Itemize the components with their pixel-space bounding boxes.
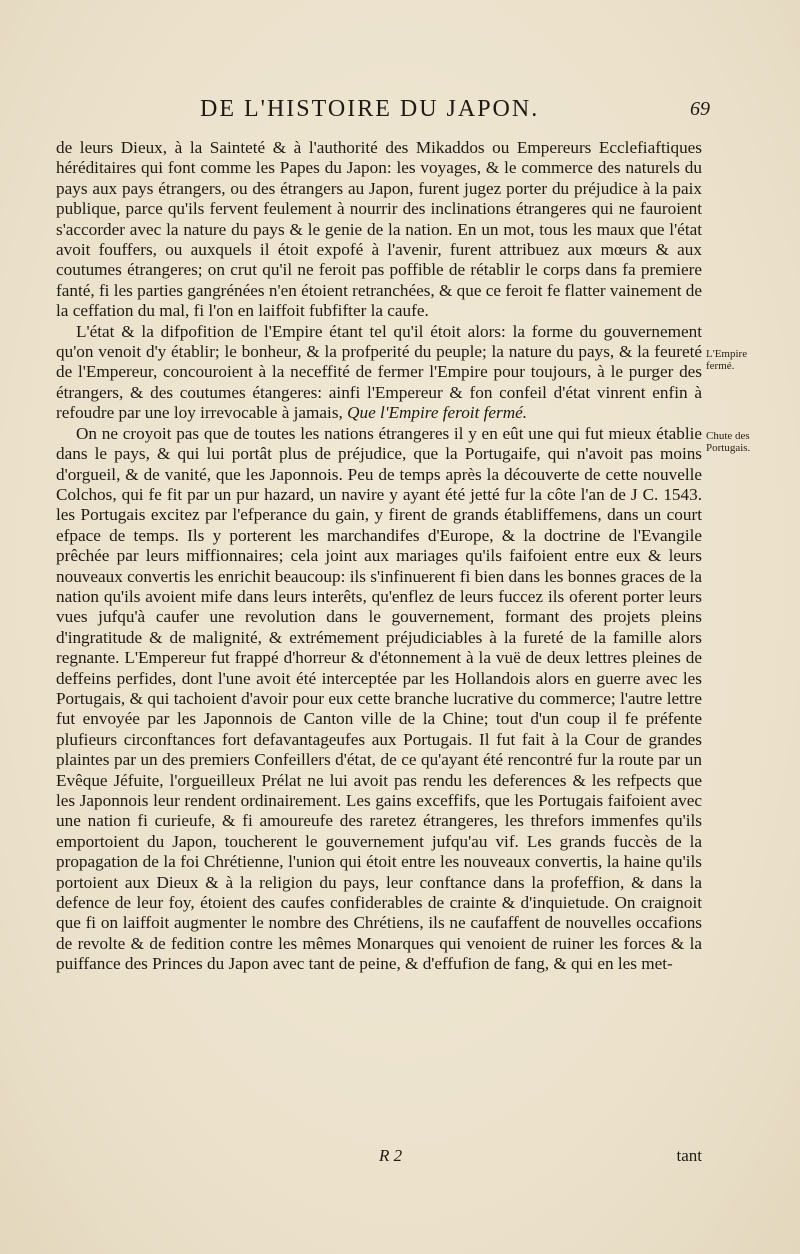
paragraph-2 [56, 322, 702, 424]
catchword: tant [676, 1146, 702, 1165]
body-text [56, 138, 702, 975]
decree-quote: Que l'Empire feroit fermé. [347, 403, 528, 423]
margin-note-empire-closed: L'Empire fermé. [706, 348, 748, 372]
page-number: 69 [690, 98, 710, 120]
paragraph-2-text: L'état & la difpofition de l'Empire étant tel qu'il étoit alors: la forme du gouvernement qu'on venoit d'y établir; le bonheur, & la profperité du peuple; la nature du pays, & la feureté de l'Empereur, concouroient à la neceffité de fermer l'Empire pour toujours, à le purger des étrangers, & des coutumes étangeres: ainfi l'Empereur & fon confeil d'état vinrent enfin à refoudre par une loy irrevocable à jamais, [56, 321, 702, 423]
paragraph-1: de leurs Dieux, à la Sainteté & à l'authorité des Mikaddos ou Empereurs Ecclefiaftiques héréditaires qui font comme les Papes du Japon: les voyages, & le commerce des naturels du pays aux pays étrangers, ou des étrangers au Japon, furent jugez porter du préjudice à la paix publique, parce qu'ils fervent feulement à nourrir des inclinations étrangeres qui ne fauroient s'accorder avec la nature du pays & le genie de la nation. En un mot, tous les maux que l'état avoit fouffers, ou auxquels il étoit expofé à l'avenir, furent attribuez aux mœurs & aux coutumes étrangeres; on crut qu'il ne feroit pas poffible de rétablir le corps dans fa premiere fanté, fi les parties gangrénées n'en étoient retranchées, & que ce feroit fe flatter vainement de la ceffation du mal, fi l'on en laiffoit fubfifter la caufe. [56, 138, 702, 321]
signature-mark: R 2 [379, 1146, 403, 1165]
paragraph-3: On ne croyoit pas que de toutes les nations étrangeres il y en eût une qui fut mieux établie dans le pays, & qui lui portât plus de préjudice, que la Portugaife, qui n'avoit pas moins d'orgueil, & de vanité, que les Japonnois. Peu de temps après la découverte de cette nouvelle Colchos, qui fe fit par un pur hazard, un navire y ayant été jetté fur la côte l'an de J C. 1543. les Portugais excitez par l'efperance du gain, y firent de grands établiffemens, dans un court efpace de temps. Ils y porterent les marchandifes d'Europe, & la doctrine de l'Evangile prêchée par leurs miffionnaires; cela joint aux mariages qu'ils faifoient entre eux & leurs nouveaux convertis les enrichit beaucoup: ils s'infinuerent fi bien dans les bonnes graces de la nation qu'ils avoient mife dans leurs interêts, qu'enflez de leurs fuccez ils oferent porter leurs vues jufqu'à caufer une revolution dans le gouvernement, formant des projets pleins d'ingratitude & de malignité, & extrémement préjudiciables à la fureté de la famille alors regnante. L'Empereur fut frappé d'horreur & d'étonnement à la vuë de deux lettres pleines de deffeins perfides, dont l'une avoit été interceptée par les Hollandois alors en guerre avec les Portugais, & qui tachoient d'avoir pour eux cette branche lucrative du commerce; l'autre lettre fut envoyée par les Japonnois de Canton ville de la Chine; tout d'un coup il fe préfente plufieurs circonftances fort defavantageufes aux Portugais. Il fut fait à la Cour de grandes plaintes par un des premiers Confeillers d'état, de ce qu'ayant été rencontré fur la route par un Evêque Jéfuite, l'orgueilleux Prélat ne lui avoit pas rendu les deferences & les refpects que les Japonnois leur rendent ordinairement. Les gains exceffifs, que les Portugais faifoient avec une nation fi curieufe, & fi amoureufe des raretez étrangeres, les threfors immenfes qu'ils emportoient du Japon, toucherent le gouvernement jufqu'au vif. Les grands fuccès de la propagation de la foi Chrétienne, l'union qui étoit entre les nouveaux convertis, la haine qu'ils portoient aux Dieux & à la religion du pays, leur conftance dans la profeffion, & dans la defence de leur foy, étoient des caufes confiderables de crainte & d'inquietude. On craignoit que fi on laiffoit augmenter le nombre des Chrétiens, ils ne caufaffent de nouvelles occafions de revolte & de fedition contre les mêmes Monarques qui venoient de ruiner les forces & la puiffance des Princes du Japon avec tant de peine, & d'effufion de fang, & qui en les met- [56, 423, 702, 974]
page-footer [56, 1146, 702, 1166]
running-title: DE L'HISTOIRE DU JAPON. [200, 96, 540, 122]
page-header [50, 96, 760, 136]
margin-note-portuguese-fall: Chute des Portugais. [706, 430, 751, 454]
